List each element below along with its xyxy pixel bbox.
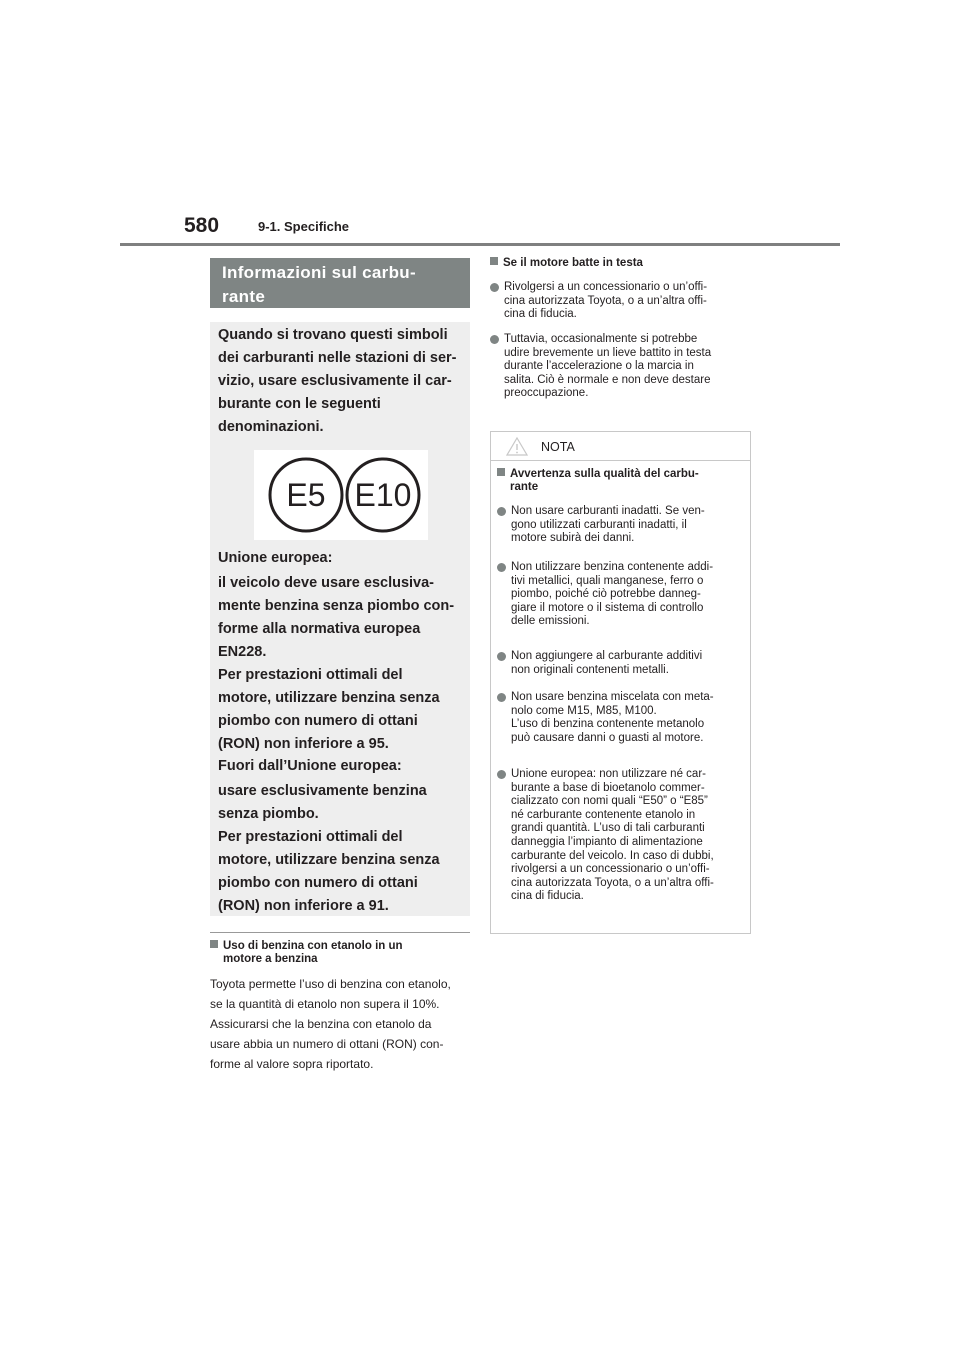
round-bullet-icon bbox=[490, 283, 499, 292]
non-eu-label: Fuori dall’Unione europea: bbox=[218, 758, 402, 774]
fuel-symbols bbox=[254, 450, 428, 540]
non-eu-octane: Per prestazioni ottimali del motore, utilizzare benzina senza piombo con numero di ottani (RON) non inferiore a 91. bbox=[218, 829, 440, 914]
round-bullet-icon bbox=[490, 335, 499, 344]
nota-header-divider bbox=[491, 460, 750, 461]
knocking-heading: Se il motore batte in testa bbox=[490, 257, 752, 270]
non-eu-text: usare esclusivamente benzina senza piombo. bbox=[218, 783, 427, 822]
round-bullet-icon bbox=[497, 652, 506, 661]
knocking-bullet: Rivolgersi a un concessionario o un’offi- cina autorizzata Toyota, o a un’altra offi- cina di fiducia. bbox=[490, 281, 752, 325]
round-bullet-icon bbox=[497, 770, 506, 779]
nota-label: NOTA bbox=[541, 440, 575, 454]
nota-heading: Avvertenza sulla qualità del carbu- rante bbox=[497, 468, 747, 494]
e5-symbol-label: E5 bbox=[286, 477, 326, 513]
knocking-bullet: Tuttavia, occasionalmente si potrebbe udire brevemente un lieve battito in testa durante l’accelerazione o la marcia in salita. Ciò è normale e non deve destare preoccupazione. bbox=[490, 333, 752, 403]
nota-bullet: Non usare carburanti inadatti. Se ven- gono utilizzati carburanti inadatti, il motore subirà dei danni. bbox=[497, 505, 747, 549]
square-bullet-icon bbox=[490, 257, 498, 265]
e10-symbol-label: E10 bbox=[354, 477, 412, 513]
nota-bullet: Unione europea: non utilizzare né car- burante a base di bioetanolo commer- cializzato con nomi quali “E50” o “E85” né carburante contenente etanolo in grandi quantità. L’uso di tali carburanti danneggia l’impianto di alimentazione carburante del veicolo. In caso di dubbi, rivolgersi a un concessionario o un’offi- cina autorizzata Toyota, o a un’altra offi- cina di fiducia. bbox=[497, 768, 747, 908]
warning-icon bbox=[506, 437, 528, 456]
chapter-title: 9-1. Specifiche bbox=[258, 219, 350, 234]
nota-bullet: Non aggiungere al carburante additivi non originali contenenti metalli. bbox=[497, 650, 747, 680]
page-number: 580 bbox=[184, 214, 220, 237]
nota-bullet: Non usare benzina miscelata con meta- nolo come M15, M85, M100. L’uso di benzina contenente metanolo può causare danni o guasti al motore. bbox=[497, 691, 747, 748]
square-bullet-icon bbox=[497, 468, 505, 476]
round-bullet-icon bbox=[497, 563, 506, 572]
info-box-title: Informazioni sul carbu- rante bbox=[222, 263, 416, 306]
eu-octane: Per prestazioni ottimali del motore, utilizzare benzina senza piombo con numero di ottani (RON) non inferiore a 95. bbox=[218, 667, 440, 752]
eu-label: Unione europea: bbox=[218, 550, 333, 566]
ethanol-body: Toyota permette l’uso di benzina con etanolo, se la quantità di etanolo non supera il 10%. Assicurarsi che la benzina con etanolo da usare abbia un numero di ottani (RON) con- forme al valore sopra riportato. bbox=[210, 977, 451, 1071]
section-divider bbox=[210, 932, 470, 933]
header-divider bbox=[120, 243, 840, 246]
nota-bullet: Non utilizzare benzina contenente addi- tivi metallici, quali manganese, ferro o piombo, poiché ciò potrebbe danneg- giare il motore o il sistema di controllo delle emissioni. bbox=[497, 561, 747, 631]
square-bullet-icon bbox=[210, 940, 218, 948]
eu-text: il veicolo deve usare esclusiva- mente benzina senza piombo con- forme alla normativa europea EN228. bbox=[218, 575, 455, 660]
round-bullet-icon bbox=[497, 507, 506, 516]
info-intro: Quando si trovano questi simboli dei carburanti nelle stazioni di ser- vizio, usare esclusivamente il car- burante con le seguenti denominazioni. bbox=[218, 327, 457, 435]
fuel-symbols-graphic bbox=[254, 450, 428, 540]
ethanol-heading: Uso di benzina con etanolo in un motore a benzina bbox=[210, 940, 472, 966]
round-bullet-icon bbox=[497, 693, 506, 702]
